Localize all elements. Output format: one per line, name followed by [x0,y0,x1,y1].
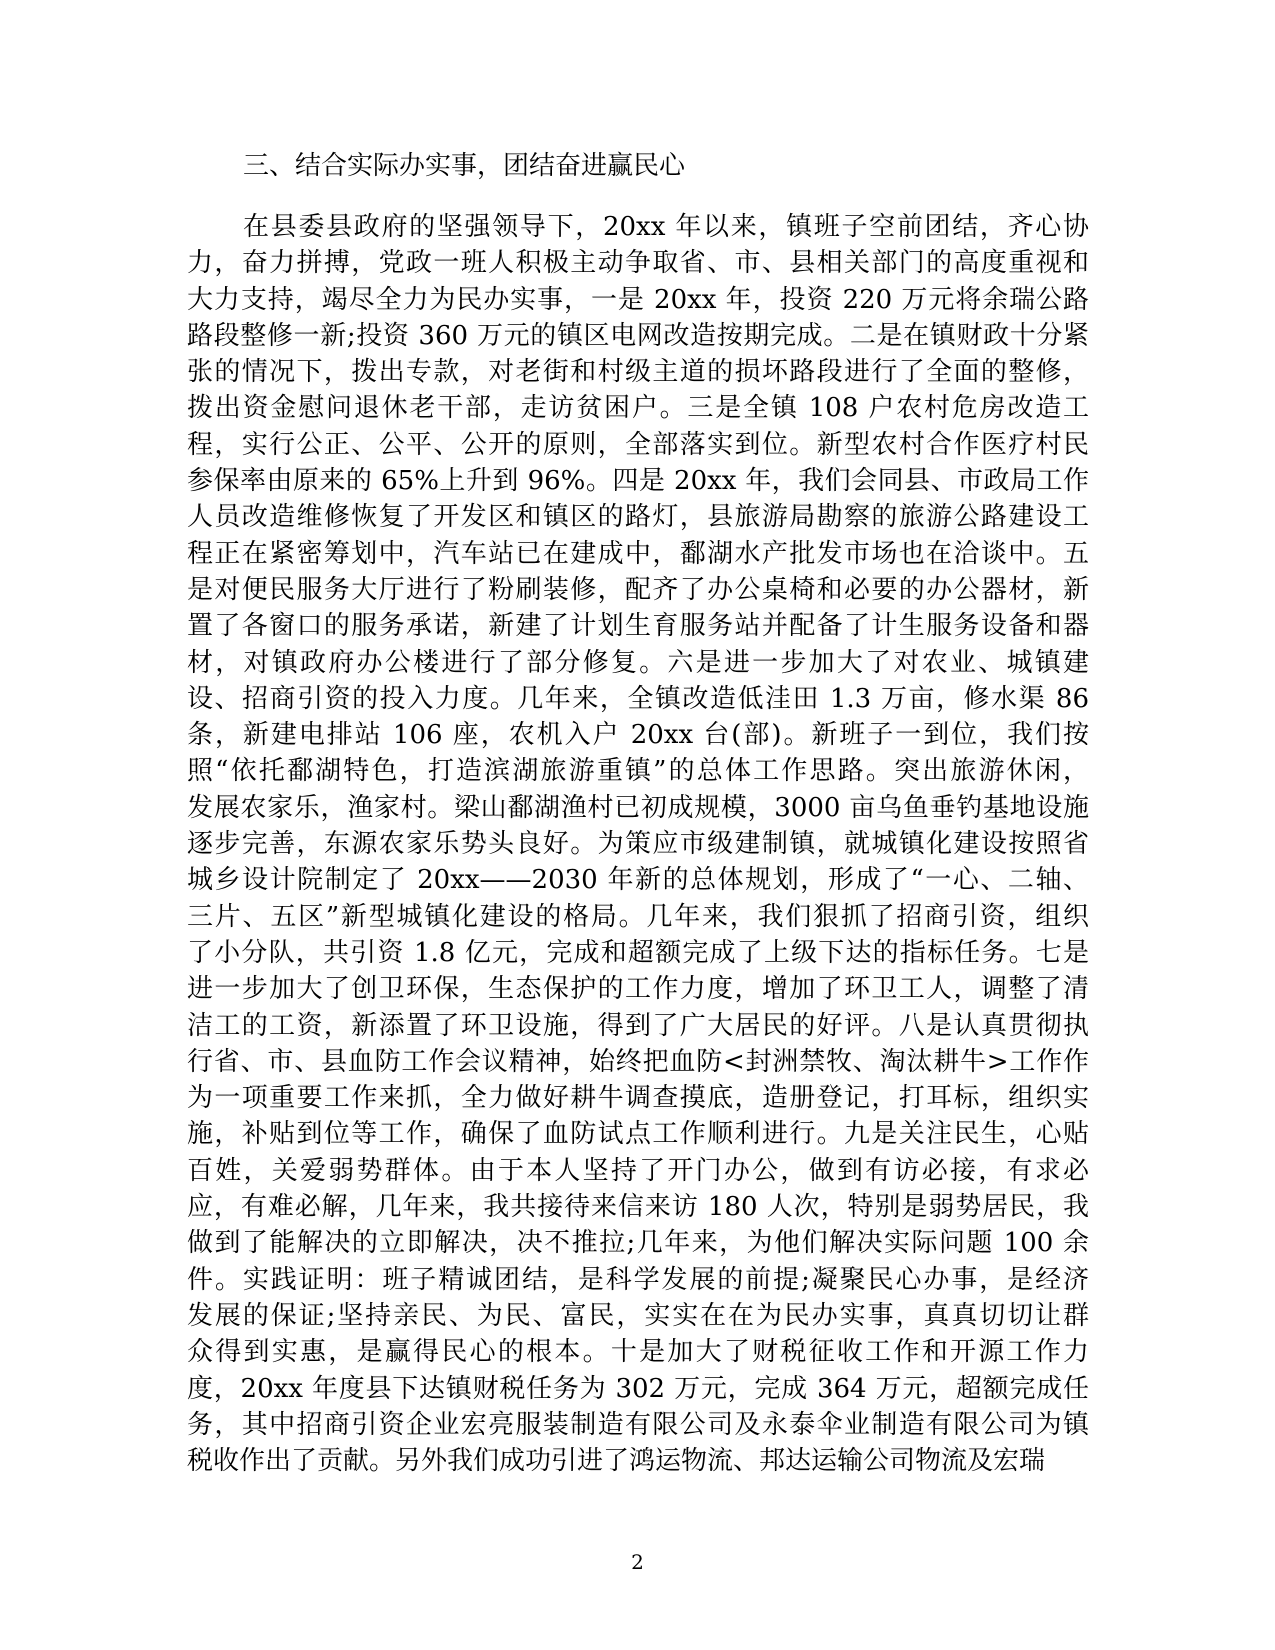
paragraph-line: 逐步完善，东源农家乐势头良好。为策应市级建制镇，就城镇化建设按照省 [187,829,1089,860]
paragraph-line: 件。实践证明：班子精诚团结，是科学发展的前提;凝聚民心办事，是经济 [187,1264,1089,1295]
paragraph-line: 照“依托鄱湖特色，打造滨湖旅游重镇”的总体工作思路。突出旅游休闲， [187,756,1089,787]
paragraph-line: 在县委县政府的坚强领导下，20xx 年以来，镇班子空前团结，齐心协 [243,212,1089,242]
paragraph-line: 进一步加大了创卫环保，生态保护的工作力度，增加了环卫工人，调整了清 [187,974,1089,1005]
paragraph-line: 大力支持，竭尽全力为民办实事，一是 20xx 年，投资 220 万元将余瑞公路 [187,284,1089,315]
paragraph-line: 路段整修一新;投资 360 万元的镇区电网改造按期完成。二是在镇财政十分紧 [187,320,1089,351]
paragraph-line: 施，补贴到位等工作，确保了血防试点工作顺利进行。九是关注民生，心贴 [187,1119,1089,1150]
paragraph-line: 置了各窗口的服务承诺，新建了计划生育服务站并配备了计生服务设备和器 [187,611,1089,642]
paragraph-line: 材，对镇政府办公楼进行了部分修复。六是进一步加大了对农业、城镇建 [187,647,1089,678]
paragraph-line: 度，20xx 年度县下达镇财税任务为 302 万元，完成 364 万元，超额完成任 [187,1373,1089,1404]
paragraph-line: 应，有难必解，几年来，我共接待来信来访 180 人次，特别是弱势居民，我 [187,1192,1089,1223]
paragraph-line: 人员改造维修恢复了开发区和镇区的路灯，县旅游局勘察的旅游公路建设工 [187,502,1089,533]
paragraph-line: 行省、市、县血防工作会议精神，始终把血防<封洲禁牧、淘汰耕牛>工作作 [187,1046,1089,1077]
paragraph-line: 设、招商引资的投入力度。几年来，全镇改造低洼田 1.3 万亩，修水渠 86 [187,683,1089,714]
paragraph-line: 了小分队，共引资 1.8 亿元，完成和超额完成了上级下达的指标任务。七是 [187,937,1089,968]
paragraph-line: 程正在紧密筹划中，汽车站已在建成中，鄱湖水产批发市场也在洽谈中。五 [187,538,1089,569]
paragraph-line: 程，实行公正、公平、公开的原则，全部落实到位。新型农村合作医疗村民 [187,429,1089,460]
paragraph-line: 拨出资金慰问退休老干部，走访贫困户。三是全镇 108 户农村危房改造工 [187,393,1089,424]
paragraph-line: 是对便民服务大厅进行了粉刷装修，配齐了办公桌椅和必要的办公器材，新 [187,574,1089,605]
paragraph-line: 条，新建电排站 106 座，农机入户 20xx 台(部)。新班子一到位，我们按 [187,720,1089,751]
paragraph-line: 力，奋力拼搏，党政一班人积极主动争取省、市、县相关部门的高度重视和 [187,248,1089,279]
paragraph-line: 百姓，关爱弱势群体。由于本人坚持了开门办公，做到有访必接，有求必 [187,1155,1089,1186]
paragraph-line: 众得到实惠，是赢得民心的根本。十是加大了财税征收工作和开源工作力 [187,1337,1089,1368]
paragraph-line: 三片、五区”新型城镇化建设的格局。几年来，我们狠抓了招商引资，组织 [187,901,1089,932]
body-paragraph [187,209,1089,1479]
section-heading: 三、结合实际办实事，团结奋进赢民心 [243,151,686,181]
paragraph-line: 税收作出了贡献。另外我们成功引进了鸿运物流、邦达运输公司物流及宏瑞 [187,1446,1046,1477]
paragraph-line: 做到了能解决的立即解决，决不推拉;几年来，为他们解决实际问题 100 余 [187,1228,1089,1259]
paragraph-line: 发展农家乐，渔家村。梁山鄱湖渔村已初成规模，3000 亩乌鱼垂钓基地设施 [187,792,1089,823]
paragraph-line: 参保率由原来的 65%上升到 96%。四是 20xx 年，我们会同县、市政局工作 [187,466,1089,497]
paragraph-line: 洁工的工资，新添置了环卫设施，得到了广大居民的好评。八是认真贯彻执 [187,1010,1089,1041]
paragraph-line: 发展的保证;坚持亲民、为民、富民，实实在在为民办实事，真真切切让群 [187,1300,1089,1331]
paragraph-line: 为一项重要工作来抓，全力做好耕牛调查摸底，造册登记，打耳标，组织实 [187,1083,1089,1114]
paragraph-line: 务，其中招商引资企业宏亮服装制造有限公司及永泰伞业制造有限公司为镇 [187,1409,1089,1440]
paragraph-line: 城乡设计院制定了 20xx——2030 年新的总体规划，形成了“一心、二轴、 [187,865,1089,896]
paragraph-line: 张的情况下，拨出专款，对老街和村级主道的损坏路段进行了全面的整修， [187,357,1089,388]
page-number: 2 [631,1550,644,1574]
